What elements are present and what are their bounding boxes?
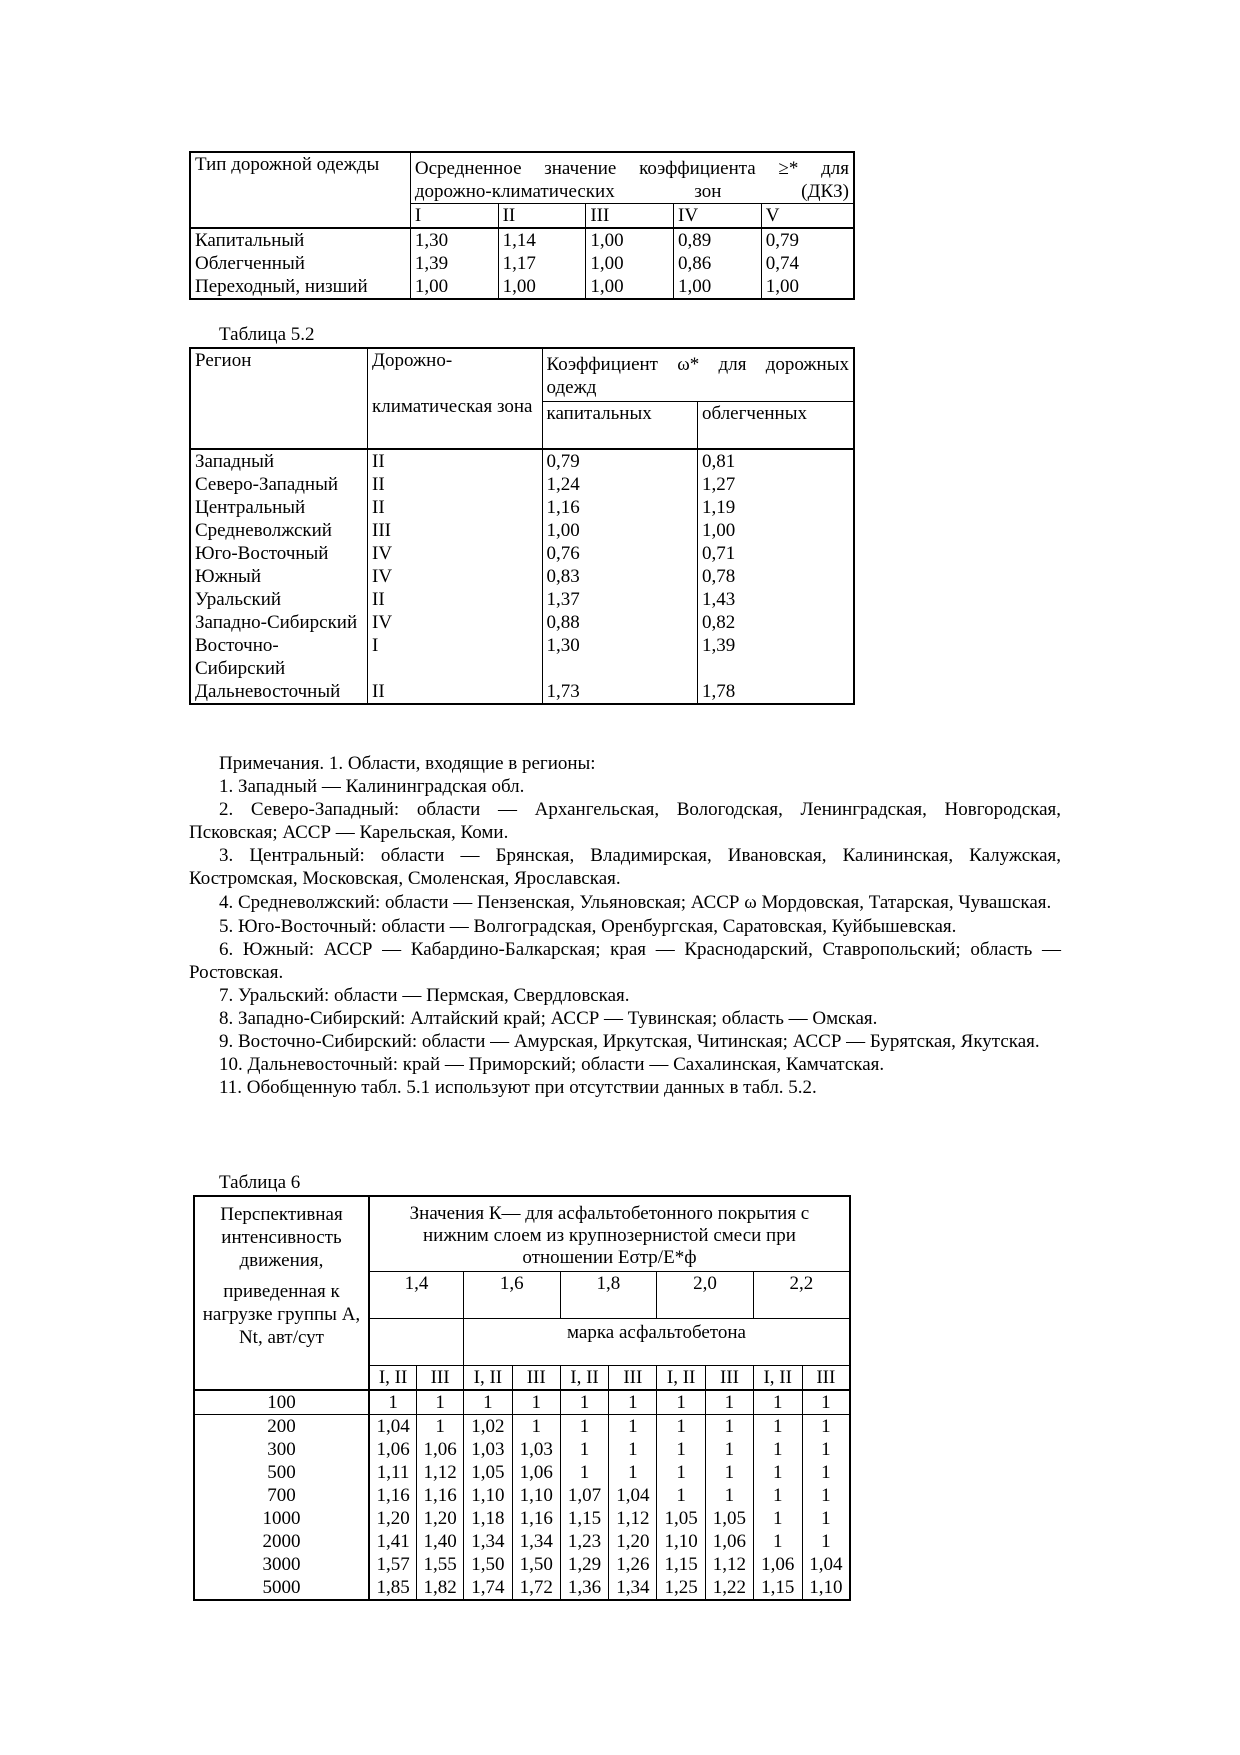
grade-header: I, II xyxy=(753,1366,802,1391)
k-value-cell: 1,16 xyxy=(369,1484,417,1507)
coefficient-cell: 0,89 xyxy=(674,228,762,252)
k-value-cell: 1,50 xyxy=(464,1553,513,1576)
k-value-cell: 1,10 xyxy=(802,1576,850,1600)
intensity-cell: 500 xyxy=(194,1461,369,1484)
header-asphalt-brand: марка асфальтобетона xyxy=(464,1319,851,1366)
note-line: 1. Западный — Калининградская обл. xyxy=(219,776,525,797)
grade-header: I, II xyxy=(369,1366,417,1391)
table-row xyxy=(194,1553,850,1576)
note-line: 8. Западно-Сибирский: Алтайский край; АССР — Тувинская; область — Омская. xyxy=(219,1008,878,1029)
table-row xyxy=(190,519,854,542)
table-row xyxy=(190,252,854,275)
k-value-cell: 1,72 xyxy=(512,1576,560,1600)
k-value-cell: 1,20 xyxy=(369,1507,417,1530)
grade-header: III xyxy=(609,1366,657,1391)
header-region: Регион xyxy=(190,348,368,449)
pavement-type-cell: Переходный, низший xyxy=(195,276,368,297)
k-value-cell: 1 xyxy=(609,1390,657,1415)
header-climate-zone-bottom: климатическая зона xyxy=(372,396,533,417)
k-value-cell: 1,04 xyxy=(802,1553,850,1576)
k-value-cell: 1,29 xyxy=(560,1553,609,1576)
note-line: 9. Восточно-Сибирский: области — Амурская, Иркутская, Читинская; АССР — Бурятская, Якутская. xyxy=(219,1031,1040,1052)
light-coefficient-cell: 0,71 xyxy=(698,542,855,565)
k-value-cell: 1 xyxy=(753,1461,802,1484)
coefficient-cell: 1,00 xyxy=(498,275,586,299)
capital-coefficient-cell: 1,16 xyxy=(542,496,697,519)
k-value-cell: 1,06 xyxy=(753,1553,802,1576)
note-line: 11. Обобщенную табл. 5.1 используют при отсутствии данных в табл. 5.2. xyxy=(219,1077,817,1098)
table-row xyxy=(190,449,854,473)
k-value-cell: 1,36 xyxy=(560,1576,609,1600)
region-cell: Восточно-Сибирский xyxy=(195,635,286,679)
k-value-cell: 1,55 xyxy=(417,1553,464,1576)
light-coefficient-cell: 1,27 xyxy=(698,473,855,496)
table-row xyxy=(194,1438,850,1461)
k-value-cell: 1 xyxy=(706,1415,754,1439)
k-value-cell: 1,20 xyxy=(417,1507,464,1530)
light-coefficient-cell: 1,39 xyxy=(698,634,855,680)
header-light: облегченных xyxy=(698,402,855,450)
region-cell: Дальневосточный xyxy=(195,681,341,702)
ratio-header: 1,4 xyxy=(369,1272,464,1319)
k-value-cell: 1,57 xyxy=(369,1553,417,1576)
capital-coefficient-cell: 1,30 xyxy=(542,634,697,680)
k-value-cell: 1 xyxy=(753,1530,802,1553)
k-value-cell: 1,16 xyxy=(417,1484,464,1507)
k-value-cell: 1,04 xyxy=(609,1484,657,1507)
header-traffic-intensity-top: Перспективная интенсивность движения, xyxy=(220,1204,343,1271)
k-value-cell: 1 xyxy=(560,1415,609,1439)
table2-body xyxy=(190,449,854,704)
k-value-cell: 1 xyxy=(560,1390,609,1415)
k-value-cell: 1 xyxy=(706,1484,754,1507)
k-value-cell: 1 xyxy=(609,1461,657,1484)
k-value-cell: 1,34 xyxy=(464,1530,513,1553)
table-row xyxy=(190,680,854,704)
k-value-cell: 1,04 xyxy=(369,1415,417,1439)
ratio-header: 2,0 xyxy=(657,1272,754,1319)
coefficient-cell: 1,00 xyxy=(586,228,674,252)
table-row xyxy=(194,1530,850,1553)
k-value-cell: 1,03 xyxy=(512,1438,560,1461)
intensity-cell: 3000 xyxy=(194,1553,369,1576)
coefficient-cell: 1,00 xyxy=(586,275,674,299)
k-value-cell: 1 xyxy=(417,1415,464,1439)
light-coefficient-cell: 0,82 xyxy=(698,611,855,634)
pavement-type-cell: Облегченный xyxy=(195,253,305,274)
notes-section xyxy=(189,752,1061,1099)
note-line: 10. Дальневосточный: край — Приморский; области — Сахалинская, Камчатская. xyxy=(219,1054,885,1075)
k-value-cell: 1,15 xyxy=(560,1507,609,1530)
header-k-values: Значения К— для асфальтобетонного покрытия с нижним слоем из крупнозернистой смеси при отношении Eσтр/E*ф xyxy=(369,1196,850,1272)
k-value-cell: 1,85 xyxy=(369,1576,417,1600)
note-line: 7. Уральский: области — Пермская, Свердловская. xyxy=(219,985,630,1006)
table-row xyxy=(194,1484,850,1507)
grade-header: I, II xyxy=(657,1366,706,1391)
zone-cell: II xyxy=(368,588,543,611)
coefficient-cell: 1,17 xyxy=(498,252,586,275)
k-value-cell: 1 xyxy=(753,1438,802,1461)
region-cell: Средневолжский xyxy=(195,520,332,541)
k-value-cell: 1 xyxy=(657,1415,706,1439)
header-pavement-type: Тип дорожной одежды xyxy=(190,152,410,228)
header-average-coefficient: Осредненное значение коэффициента ≥* для дорожно-климатических зон (ДКЗ) xyxy=(410,152,854,204)
capital-coefficient-cell: 0,79 xyxy=(542,449,697,473)
k-value-cell: 1,41 xyxy=(369,1530,417,1553)
table-row xyxy=(194,1415,850,1439)
capital-coefficient-cell: 0,76 xyxy=(542,542,697,565)
k-value-cell: 1 xyxy=(753,1390,802,1415)
capital-coefficient-cell: 0,88 xyxy=(542,611,697,634)
k-value-cell: 1 xyxy=(802,1530,850,1553)
k-value-cell: 1 xyxy=(706,1438,754,1461)
zone-header: III xyxy=(586,204,674,229)
intensity-cell: 100 xyxy=(194,1390,369,1415)
k-value-cell: 1 xyxy=(657,1461,706,1484)
k-value-cell: 1,12 xyxy=(609,1507,657,1530)
coefficient-cell: 1,30 xyxy=(410,228,498,252)
ratio-header: 1,8 xyxy=(560,1272,657,1319)
note-line: 4. Средневолжский: области — Пензенская, Ульяновская; АССР ω Мордовская, Татарская, Чувашская. xyxy=(219,892,1052,913)
k-value-cell: 1 xyxy=(802,1507,850,1530)
zone-cell: II xyxy=(368,680,543,704)
pavement-type-cell: Капитальный xyxy=(195,230,305,251)
header-climate-zone-top: Дорожно- xyxy=(372,350,453,371)
table-row xyxy=(190,275,854,299)
light-coefficient-cell: 1,19 xyxy=(698,496,855,519)
k-value-cell: 1,22 xyxy=(706,1576,754,1600)
note-line: Примечания. 1. Области, входящие в регионы: xyxy=(219,753,596,774)
k-value-cell: 1 xyxy=(417,1390,464,1415)
k-value-cell: 1,05 xyxy=(706,1507,754,1530)
coefficient-cell: 0,79 xyxy=(761,228,854,252)
asphalt-coefficient-table xyxy=(193,1195,851,1601)
zone-cell: IV xyxy=(368,542,543,565)
k-value-cell: 1,15 xyxy=(753,1576,802,1600)
k-value-cell: 1,82 xyxy=(417,1576,464,1600)
coefficient-cell: 1,00 xyxy=(761,275,854,299)
table-row xyxy=(190,496,854,519)
k-value-cell: 1,11 xyxy=(369,1461,417,1484)
note-line: 3. Центральный: области — Брянская, Владимирская, Ивановская, Калининская, Калужская, Костромская, Московская, Смоленская, Ярославская. xyxy=(189,845,1061,889)
capital-coefficient-cell: 1,73 xyxy=(542,680,697,704)
coefficient-cell: 1,00 xyxy=(586,252,674,275)
k-value-cell: 1,25 xyxy=(657,1576,706,1600)
k-value-cell: 1,50 xyxy=(512,1553,560,1576)
k-value-cell: 1,26 xyxy=(609,1553,657,1576)
grade-header: III xyxy=(512,1366,560,1391)
k-value-cell: 1,02 xyxy=(464,1415,513,1439)
k-value-cell: 1,15 xyxy=(657,1553,706,1576)
zone-header: I xyxy=(410,204,498,229)
intensity-cell: 700 xyxy=(194,1484,369,1507)
k-value-cell: 1 xyxy=(560,1438,609,1461)
k-value-cell: 1,05 xyxy=(464,1461,513,1484)
intensity-cell: 300 xyxy=(194,1438,369,1461)
coefficient-cell: 0,86 xyxy=(674,252,762,275)
k-value-cell: 1 xyxy=(802,1390,850,1415)
k-value-cell: 1,10 xyxy=(512,1484,560,1507)
k-value-cell: 1,40 xyxy=(417,1530,464,1553)
k-value-cell: 1 xyxy=(609,1438,657,1461)
k-value-cell: 1,06 xyxy=(369,1438,417,1461)
light-coefficient-cell: 1,00 xyxy=(698,519,855,542)
k-value-cell: 1,12 xyxy=(706,1553,754,1576)
capital-coefficient-cell: 0,83 xyxy=(542,565,697,588)
region-cell: Уральский xyxy=(195,589,282,610)
intensity-cell: 5000 xyxy=(194,1576,369,1600)
region-cell: Западно-Сибирский xyxy=(195,612,358,633)
table1-body xyxy=(190,228,854,299)
intensity-cell: 200 xyxy=(194,1415,369,1439)
table-row xyxy=(190,588,854,611)
coefficient-cell: 1,14 xyxy=(498,228,586,252)
k-value-cell: 1,74 xyxy=(464,1576,513,1600)
k-value-cell: 1 xyxy=(657,1390,706,1415)
header-capital: капитальных xyxy=(542,402,697,450)
zone-cell: IV xyxy=(368,565,543,588)
zone-cell: I xyxy=(368,634,543,680)
region-cell: Юго-Восточный xyxy=(195,543,329,564)
grade-header: III xyxy=(802,1366,850,1391)
header-traffic-intensity-bottom: приведенная к нагрузке группы А, Nt, авт/сут xyxy=(202,1281,361,1348)
zone-cell: II xyxy=(368,449,543,473)
zone-cell: II xyxy=(368,473,543,496)
note-line: 2. Северо-Западный: области — Архангельская, Вологодская, Ленинградская, Новгородская, Псковская; АССР — Карельская, Коми. xyxy=(189,799,1061,843)
coefficient-cell: 1,00 xyxy=(410,275,498,299)
header-coefficient-omega: Коэффициент ω* для дорожных одежд xyxy=(542,348,854,402)
table-row xyxy=(194,1507,850,1530)
k-value-cell: 1 xyxy=(657,1438,706,1461)
k-value-cell: 1 xyxy=(512,1390,560,1415)
k-value-cell: 1 xyxy=(706,1461,754,1484)
brand-empty-cell xyxy=(369,1319,464,1366)
k-value-cell: 1,06 xyxy=(417,1438,464,1461)
grade-header: I, II xyxy=(464,1366,513,1391)
k-value-cell: 1,23 xyxy=(560,1530,609,1553)
header-traffic-intensity xyxy=(194,1196,369,1390)
light-coefficient-cell: 1,78 xyxy=(698,680,855,704)
k-value-cell: 1,07 xyxy=(560,1484,609,1507)
capital-coefficient-cell: 1,24 xyxy=(542,473,697,496)
table-row xyxy=(190,611,854,634)
zone-cell: II xyxy=(368,496,543,519)
k-value-cell: 1,12 xyxy=(417,1461,464,1484)
capital-coefficient-cell: 1,00 xyxy=(542,519,697,542)
table-row xyxy=(190,565,854,588)
k-value-cell: 1,06 xyxy=(706,1530,754,1553)
zone-header: V xyxy=(761,204,854,229)
k-value-cell: 1,10 xyxy=(464,1484,513,1507)
note-line: 5. Юго-Восточный: области — Волгоградская, Оренбургская, Саратовская, Куйбышевская. xyxy=(219,916,957,937)
k-value-cell: 1,16 xyxy=(512,1507,560,1530)
coefficient-cell: 1,39 xyxy=(410,252,498,275)
k-value-cell: 1,05 xyxy=(657,1507,706,1530)
region-coefficient-table xyxy=(189,347,855,705)
grade-header: III xyxy=(417,1366,464,1391)
k-value-cell: 1 xyxy=(802,1415,850,1439)
k-value-cell: 1,18 xyxy=(464,1507,513,1530)
k-value-cell: 1,20 xyxy=(609,1530,657,1553)
table-row xyxy=(190,228,854,252)
table-5-2-caption: Таблица 5.2 xyxy=(219,324,315,345)
k-value-cell: 1 xyxy=(753,1484,802,1507)
zone-header: II xyxy=(498,204,586,229)
table-row xyxy=(190,634,854,680)
region-cell: Северо-Западный xyxy=(195,474,339,495)
region-cell: Южный xyxy=(195,566,261,587)
k-value-cell: 1 xyxy=(369,1390,417,1415)
light-coefficient-cell: 1,43 xyxy=(698,588,855,611)
header-climate-zone xyxy=(368,348,543,449)
k-value-cell: 1 xyxy=(753,1507,802,1530)
zone-cell: III xyxy=(368,519,543,542)
zone-header: IV xyxy=(674,204,762,229)
note-line: 6. Южный: АССР — Кабардино-Балкарская; края — Краснодарский, Ставропольский; область — Ростовская. xyxy=(189,939,1061,983)
table-row xyxy=(190,542,854,565)
grade-header: I, II xyxy=(560,1366,609,1391)
light-coefficient-cell: 0,78 xyxy=(698,565,855,588)
k-value-cell: 1 xyxy=(706,1390,754,1415)
intensity-cell: 1000 xyxy=(194,1507,369,1530)
k-value-cell: 1 xyxy=(609,1415,657,1439)
k-value-cell: 1,34 xyxy=(609,1576,657,1600)
k-value-cell: 1,06 xyxy=(512,1461,560,1484)
coefficient-cell: 0,74 xyxy=(761,252,854,275)
k-value-cell: 1 xyxy=(512,1415,560,1439)
table3-body xyxy=(194,1390,850,1600)
table-row xyxy=(194,1461,850,1484)
table-row xyxy=(194,1576,850,1600)
k-value-cell: 1 xyxy=(753,1415,802,1439)
light-coefficient-cell: 0,81 xyxy=(698,449,855,473)
coefficient-by-pavement-type-table xyxy=(189,151,855,300)
k-value-cell: 1 xyxy=(802,1461,850,1484)
capital-coefficient-cell: 1,37 xyxy=(542,588,697,611)
region-cell: Центральный xyxy=(195,497,306,518)
table-row xyxy=(190,473,854,496)
k-value-cell: 1,10 xyxy=(657,1530,706,1553)
zone-cell: IV xyxy=(368,611,543,634)
intensity-cell: 2000 xyxy=(194,1530,369,1553)
k-value-cell: 1,03 xyxy=(464,1438,513,1461)
table-6-caption: Таблица 6 xyxy=(219,1172,301,1193)
k-value-cell: 1 xyxy=(657,1484,706,1507)
k-value-cell: 1 xyxy=(802,1438,850,1461)
k-value-cell: 1 xyxy=(464,1390,513,1415)
grade-header: III xyxy=(706,1366,754,1391)
k-value-cell: 1 xyxy=(802,1484,850,1507)
ratio-header: 2,2 xyxy=(753,1272,850,1319)
region-cell: Западный xyxy=(195,451,275,472)
ratio-header: 1,6 xyxy=(464,1272,561,1319)
k-value-cell: 1,34 xyxy=(512,1530,560,1553)
table-row xyxy=(194,1390,850,1415)
coefficient-cell: 1,00 xyxy=(674,275,762,299)
k-value-cell: 1 xyxy=(560,1461,609,1484)
